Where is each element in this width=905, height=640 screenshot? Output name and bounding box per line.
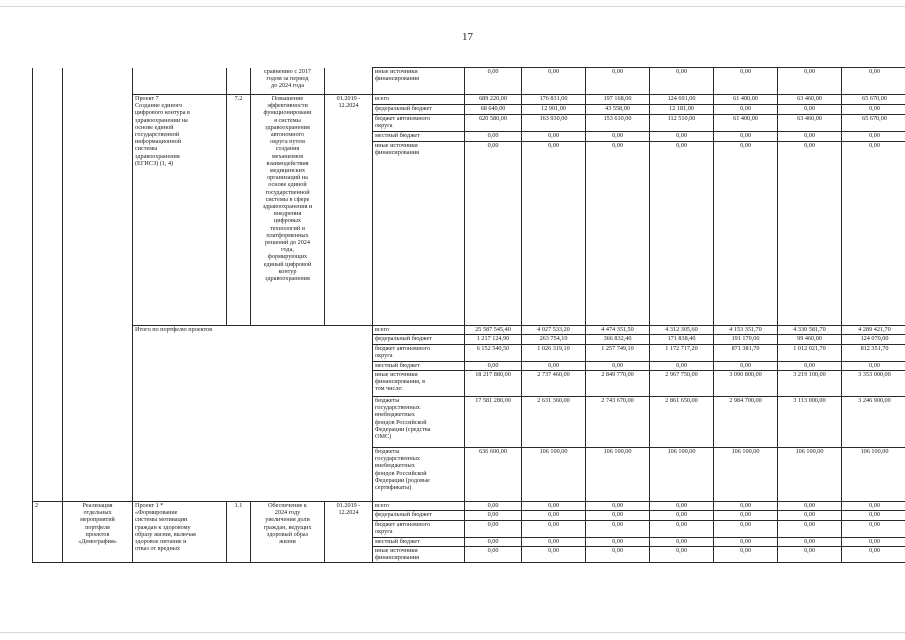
amount-cell: 0,00 [778, 521, 842, 538]
amount-cell: 0,00 [650, 521, 714, 538]
source-cell: всего [373, 502, 465, 511]
period-cell [325, 68, 373, 95]
amount-cell: 2 849 770,00 [586, 371, 650, 397]
amount-cell: 124 691,00 [650, 95, 714, 105]
amount-cell: 43 558,00 [586, 105, 650, 115]
amount-cell: 0,00 [586, 132, 650, 142]
amount-cell: 0,00 [650, 142, 714, 326]
amount-cell: 63 460,00 [778, 95, 842, 105]
amount-cell: 124 070,00 [842, 335, 905, 345]
source-cell: бюджет автономного округа [373, 115, 465, 132]
amount-cell: 0,00 [778, 502, 842, 511]
period-cell: 01.2019 - 12.2024 [325, 502, 373, 563]
amount-cell: 0,00 [842, 142, 905, 326]
amount-cell: 171 838,40 [650, 335, 714, 345]
amount-cell: 4 474 351,50 [586, 326, 650, 335]
amount-cell: 0,00 [465, 521, 522, 538]
amount-cell: 99 460,00 [778, 335, 842, 345]
amount-cell: 4 027 533,20 [522, 326, 586, 335]
portfolio-cell: Реализация отдельных мероприятий портфеля проектов «Демография» [63, 502, 133, 563]
amount-cell: 0,00 [522, 68, 586, 95]
source-cell: иные источники финансирования [373, 68, 465, 95]
amount-cell: 0,00 [714, 511, 778, 521]
amount-cell: 0,00 [586, 362, 650, 371]
amount-cell: 366 832,40 [586, 335, 650, 345]
scan-edge-bottom [0, 632, 905, 633]
goal-cell: сравнению с 2017 годом за период до 2024 года [251, 68, 325, 95]
amount-cell: 0,00 [714, 105, 778, 115]
index-cell [33, 68, 63, 502]
amount-cell: 0,00 [842, 502, 905, 511]
scan-edge-top [0, 6, 905, 7]
amount-cell: 18 217 880,00 [465, 371, 522, 397]
amount-cell: 0,00 [778, 362, 842, 371]
amount-cell: 2 737 460,00 [522, 371, 586, 397]
amount-cell: 0,00 [586, 521, 650, 538]
period-cell: 01.2019 - 12.2024 [325, 95, 373, 326]
financing-table [32, 67, 905, 563]
source-cell: бюджеты государственных внебюджетных фондов Российской Федерации (родовые сертификаты) [373, 448, 465, 502]
table-row [33, 68, 905, 95]
amount-cell: 0,00 [842, 511, 905, 521]
project-name-cell: Проект 1 * «Формирование системы мотивации граждан к здоровому образу жизни, включая здоровое питание и отказ от вредных [133, 502, 227, 563]
source-cell: всего [373, 326, 465, 335]
amount-cell: 0,00 [714, 68, 778, 95]
source-cell: иные источники финансирования [373, 547, 465, 563]
amount-cell: 4 289 421,70 [842, 326, 905, 335]
source-cell: бюджет автономного округа [373, 521, 465, 538]
amount-cell: 0,00 [650, 362, 714, 371]
amount-cell: 0,00 [465, 68, 522, 95]
amount-cell: 0,00 [465, 132, 522, 142]
amount-cell: 0,00 [586, 142, 650, 326]
amount-cell: 0,00 [465, 362, 522, 371]
num-cell [227, 68, 251, 95]
goal-number-cell: 7.2 [227, 95, 251, 326]
amount-cell: 2 967 750,00 [650, 371, 714, 397]
amount-cell: 3 246 900,00 [842, 397, 905, 448]
amount-cell: 0,00 [650, 511, 714, 521]
amount-cell: 263 754,10 [522, 335, 586, 345]
amount-cell: 0,00 [586, 511, 650, 521]
amount-cell: 1 026 319,10 [522, 345, 586, 362]
amount-cell: 17 581 280,00 [465, 397, 522, 448]
amount-cell: 65 670,00 [842, 115, 905, 132]
amount-cell: 2 631 360,00 [522, 397, 586, 448]
goal-number-cell: 1.1 [227, 502, 251, 563]
source-cell: местный бюджет [373, 362, 465, 371]
amount-cell: 0,00 [465, 511, 522, 521]
amount-cell: 106 100,00 [650, 448, 714, 502]
table-row [33, 326, 905, 335]
amount-cell: 0,00 [778, 105, 842, 115]
amount-cell: 0,00 [522, 547, 586, 563]
amount-cell: 106 100,00 [842, 448, 905, 502]
amount-cell: 812 351,70 [842, 345, 905, 362]
amount-cell: 0,00 [842, 538, 905, 547]
amount-cell: 12 901,00 [522, 105, 586, 115]
goal-cell: Повышение эффективности функционировани я системы здравоохранения автономного округа путем создания механизмов взаимодействия медицинских организаций на основе единой государственной системы в сфере здравоохранения и внедрения цифровых технологий и платформенных решений до 2024 года, формирующих единый цифровой контур здравоохранения [251, 95, 325, 326]
amount-cell: 1 172 717,20 [650, 345, 714, 362]
amount-cell: 0,00 [522, 502, 586, 511]
source-cell: иные источники финансирования [373, 142, 465, 326]
amount-cell: 61 400,00 [714, 95, 778, 105]
amount-cell: 0,00 [842, 547, 905, 563]
amount-cell: 2 984 700,00 [714, 397, 778, 448]
source-cell: федеральный бюджет [373, 511, 465, 521]
amount-cell: 0,00 [778, 142, 842, 326]
amount-cell: 112 510,00 [650, 115, 714, 132]
source-cell: бюджет автономного округа [373, 345, 465, 362]
amount-cell: 0,00 [522, 511, 586, 521]
amount-cell: 0,00 [465, 538, 522, 547]
amount-cell: 61 400,00 [714, 115, 778, 132]
amount-cell: 1 012 021,70 [778, 345, 842, 362]
source-cell: федеральный бюджет [373, 335, 465, 345]
amount-cell: 2 861 650,00 [650, 397, 714, 448]
amount-cell: 191 170,00 [714, 335, 778, 345]
amount-cell: 0,00 [714, 362, 778, 371]
amount-cell: 12 181,00 [650, 105, 714, 115]
amount-cell: 0,00 [842, 68, 905, 95]
amount-cell: 25 587 545,40 [465, 326, 522, 335]
amount-cell: 0,00 [714, 142, 778, 326]
amount-cell: 197 168,00 [586, 95, 650, 105]
amount-cell: 0,00 [650, 538, 714, 547]
amount-cell: 0,00 [522, 538, 586, 547]
amount-cell: 3 090 800,00 [714, 371, 778, 397]
amount-cell: 0,00 [778, 132, 842, 142]
amount-cell: 871 381,70 [714, 345, 778, 362]
amount-cell: 6 152 540,50 [465, 345, 522, 362]
amount-cell: 0,00 [650, 502, 714, 511]
portfolio-cell [63, 68, 133, 502]
project-cell [133, 68, 227, 95]
amount-cell: 1 217 124,90 [465, 335, 522, 345]
amount-cell: 0,00 [778, 511, 842, 521]
amount-cell: 0,00 [522, 132, 586, 142]
amount-cell: 68 640,00 [465, 105, 522, 115]
amount-cell: 0,00 [586, 502, 650, 511]
amount-cell: 620 580,00 [465, 115, 522, 132]
project-name-cell: Проект 7 Создание единого цифрового контура в здравоохранении на основе единой государственной информационной системы здравоохранения (ЕГИСЗ) (1, 4) [133, 95, 227, 326]
amount-cell: 0,00 [522, 142, 586, 326]
amount-cell: 153 610,00 [586, 115, 650, 132]
amount-cell: 3 113 000,00 [778, 397, 842, 448]
amount-cell: 3 353 000,00 [842, 371, 905, 397]
amount-cell: 0,00 [465, 502, 522, 511]
table-row [33, 95, 905, 105]
amount-cell: 106 100,00 [586, 448, 650, 502]
amount-cell: 0,00 [650, 132, 714, 142]
amount-cell: 106 100,00 [714, 448, 778, 502]
amount-cell: 0,00 [465, 142, 522, 326]
amount-cell: 0,00 [586, 538, 650, 547]
source-cell: иные источники финансирования, в том числе: [373, 371, 465, 397]
amount-cell: 4 330 581,70 [778, 326, 842, 335]
page-number: 17 [462, 31, 473, 43]
index-cell: 2 [33, 502, 63, 563]
amount-cell: 1 257 749,10 [586, 345, 650, 362]
amount-cell: 4 153 351,70 [714, 326, 778, 335]
amount-cell: 0,00 [778, 547, 842, 563]
amount-cell: 0,00 [842, 132, 905, 142]
table-row [33, 502, 905, 511]
amount-cell: 0,00 [778, 538, 842, 547]
amount-cell: 65 670,00 [842, 95, 905, 105]
amount-cell: 0,00 [650, 547, 714, 563]
source-cell: местный бюджет [373, 538, 465, 547]
source-cell: местный бюджет [373, 132, 465, 142]
amount-cell: 0,00 [714, 547, 778, 563]
amount-cell: 0,00 [465, 547, 522, 563]
amount-cell: 106 100,00 [778, 448, 842, 502]
amount-cell: 0,00 [586, 547, 650, 563]
amount-cell: 636 600,00 [465, 448, 522, 502]
amount-cell: 176 831,00 [522, 95, 586, 105]
amount-cell: 0,00 [586, 68, 650, 95]
goal-cell: Обеспечение к 2024 году увеличения доли граждан, ведущих здоровый образ жизни [251, 502, 325, 563]
amount-cell: 0,00 [714, 132, 778, 142]
amount-cell: 0,00 [714, 502, 778, 511]
amount-cell: 163 930,00 [522, 115, 586, 132]
amount-cell: 0,00 [714, 521, 778, 538]
amount-cell: 0,00 [842, 105, 905, 115]
amount-cell: 0,00 [842, 521, 905, 538]
source-cell: всего [373, 95, 465, 105]
amount-cell: 106 100,00 [522, 448, 586, 502]
source-cell: федеральный бюджет [373, 105, 465, 115]
amount-cell: 4 312 305,60 [650, 326, 714, 335]
amount-cell: 0,00 [522, 521, 586, 538]
amount-cell: 0,00 [778, 68, 842, 95]
source-cell: бюджеты государственных внебюджетных фондов Российской Федерации (средства ОМС) [373, 397, 465, 448]
amount-cell: 0,00 [714, 538, 778, 547]
amount-cell: 63 460,00 [778, 115, 842, 132]
total-label-cell: Итого по портфелю проектов [133, 326, 373, 502]
amount-cell: 0,00 [842, 362, 905, 371]
amount-cell: 2 743 670,00 [586, 397, 650, 448]
amount-cell: 0,00 [522, 362, 586, 371]
amount-cell: 0,00 [650, 68, 714, 95]
amount-cell: 689 220,00 [465, 95, 522, 105]
amount-cell: 3 219 100,00 [778, 371, 842, 397]
